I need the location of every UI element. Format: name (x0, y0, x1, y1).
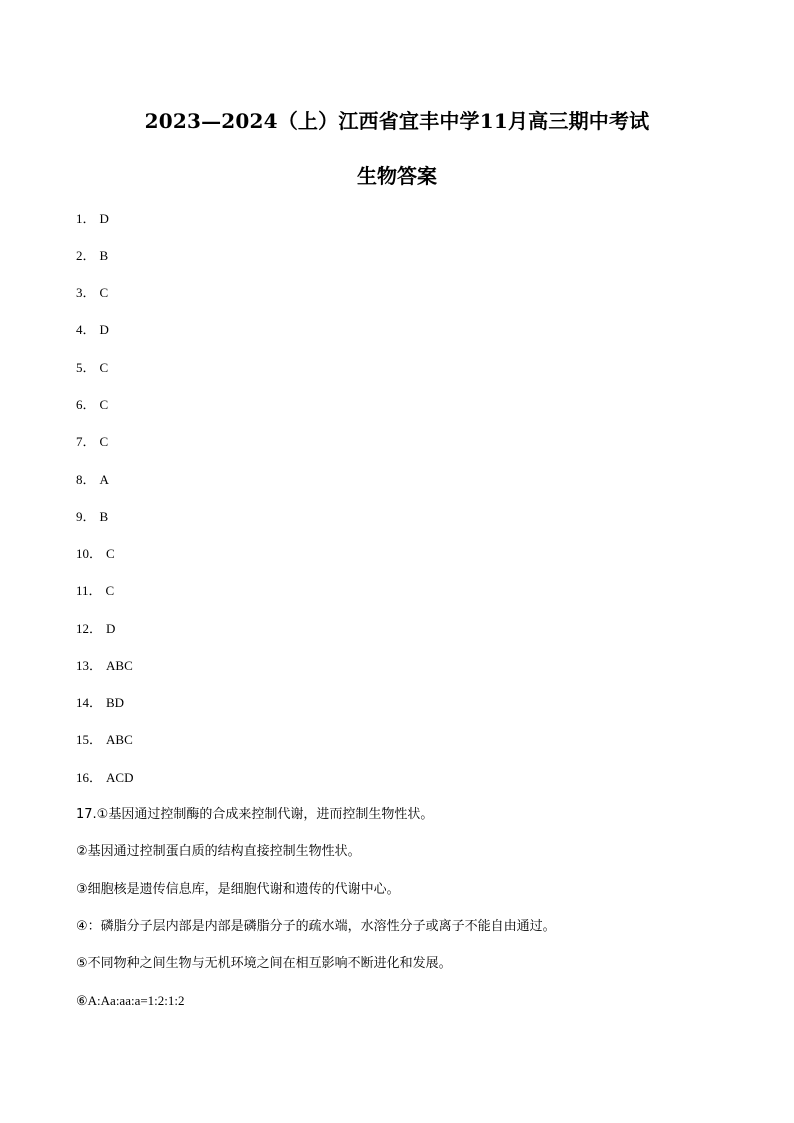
answer-number: 12． (76, 621, 103, 636)
answer-number: 8． (76, 472, 96, 487)
q17-line: ③细胞核是遗传信息库，是细胞代谢和遗传的代谢中心。 (76, 882, 400, 897)
answer-value: C (99, 397, 109, 412)
answer-number: 10． (76, 546, 103, 561)
q17-line: ⑤不同物种之间生物与无机环境之间在相互影响不断进化和发展。 (76, 956, 452, 971)
answer-number: 5． (76, 360, 96, 375)
answer-number: 1． (76, 211, 96, 226)
answer-value: BD (106, 695, 125, 710)
answer-number: 7． (76, 434, 96, 449)
answer-value: B (99, 248, 109, 263)
answer-value: C (99, 434, 109, 449)
answer-number: 13． (76, 658, 103, 673)
answer-item (76, 248, 108, 264)
answer-value: C (105, 583, 115, 598)
answer-number: 6． (76, 397, 96, 412)
answer-item (76, 621, 115, 637)
answer-item (76, 472, 109, 488)
answer-number: 3． (76, 285, 96, 300)
q17-line: ④：磷脂分子层内部是内部是磷脂分子的疏水端，水溶性分子或离子不能自由通过。 (76, 919, 556, 934)
answer-item (76, 211, 109, 227)
answer-item (76, 583, 114, 599)
answer-number: 15． (76, 732, 103, 747)
answer-value: C (99, 285, 109, 300)
answer-item (76, 322, 109, 338)
answer-value: D (99, 322, 109, 337)
answer-item (76, 509, 108, 525)
answer-value: C (99, 360, 109, 375)
answer-number: 9． (76, 509, 96, 524)
answer-value: ABC (106, 732, 133, 747)
answer-item (76, 434, 108, 450)
answer-number: 11． (76, 583, 102, 598)
answer-value: D (99, 211, 109, 226)
answer-value: ABC (106, 658, 133, 673)
answer-item (76, 770, 133, 786)
answer-value: A (99, 472, 109, 487)
answer-item (76, 360, 108, 376)
answer-value: C (106, 546, 115, 561)
answer-item (76, 732, 133, 748)
answer-number: 14． (76, 695, 103, 710)
answer-number: 4． (76, 322, 96, 337)
q17-line: 17.①基因通过控制酶的合成来控制代谢，进而控制生物性状。 (76, 807, 434, 822)
document-title: 2023—2024（上）江西省宜丰中学11月高三期中考试 (144, 109, 650, 133)
q17-line: ⑥A:Aa:aa:a=1:2:1:2 (76, 993, 185, 1008)
answer-item (76, 285, 108, 301)
q17-line: ②基因通过控制蛋白质的结构直接控制生物性状。 (76, 844, 361, 859)
document-subtitle: 生物答案 (357, 164, 437, 188)
answer-number: 2． (76, 248, 96, 263)
answer-item (76, 658, 133, 674)
answer-value: B (99, 509, 109, 524)
answer-number: 16． (76, 770, 103, 785)
answer-value: D (106, 621, 116, 636)
answer-item (76, 695, 124, 711)
answer-item (76, 397, 108, 413)
answer-item (76, 546, 115, 562)
answer-value: ACD (106, 770, 134, 785)
